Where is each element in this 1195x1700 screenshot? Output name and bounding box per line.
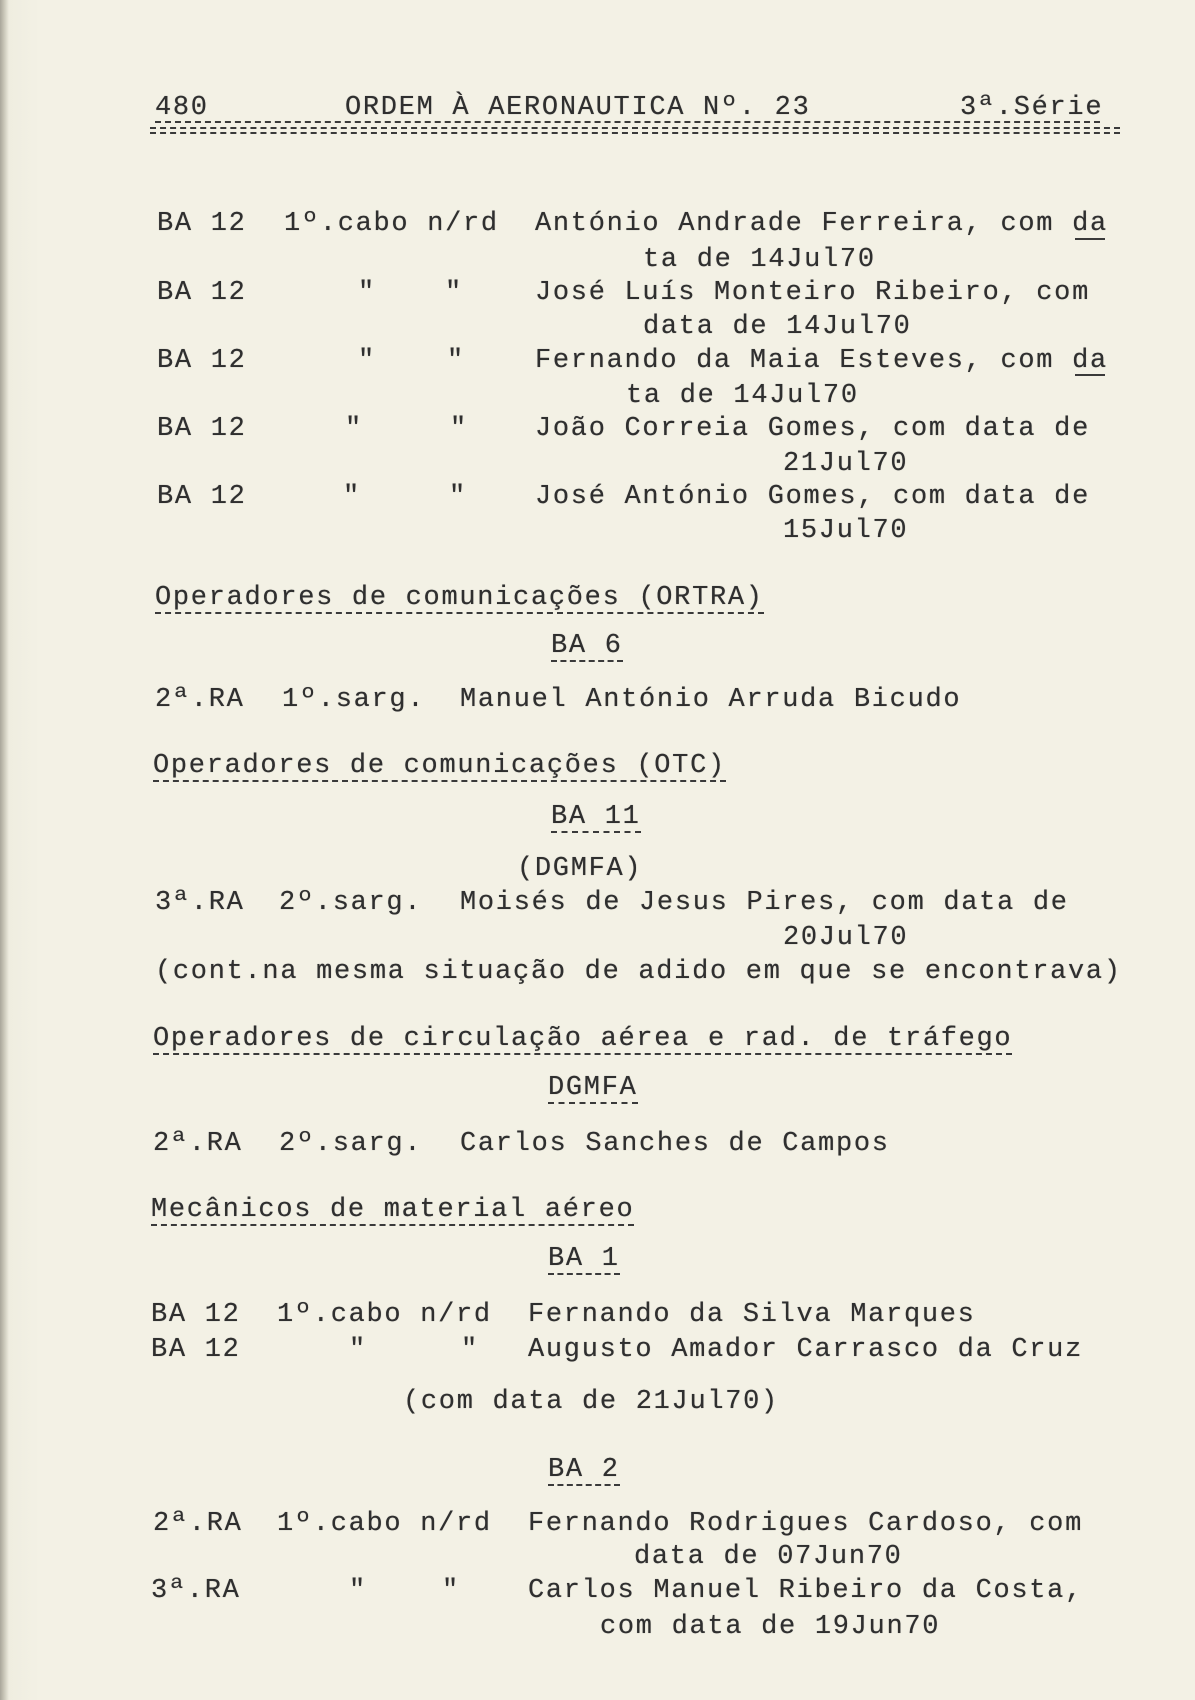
entry-rank: 2º.sarg. (279, 1129, 423, 1159)
ditto-mark: " (450, 414, 468, 444)
series-label: 3ª.Série (960, 93, 1104, 123)
group-note: (com data de 21Jul70) (403, 1387, 779, 1417)
ditto-mark: " (358, 278, 376, 308)
section-heading: Mecânicos de material aéreo (151, 1195, 635, 1225)
page-number: 480 (155, 93, 209, 123)
entry-rank: 1º.cabo n/rd (277, 1300, 492, 1330)
ditto-mark: " (343, 482, 361, 512)
entry-continuation: data de 14Jul70 (643, 312, 912, 342)
ditto-mark: " (445, 278, 463, 308)
entry-rank: 2º.sarg. (279, 888, 423, 918)
entry-unit: 2ª.RA (153, 1129, 243, 1159)
section-heading: Operadores de comunicações (OTC) (153, 751, 726, 781)
entry-rank: 1º.sarg. (282, 685, 426, 715)
ditto-mark: " (345, 414, 363, 444)
section-heading: Operadores de comunicações (ORTRA) (155, 583, 764, 613)
entry-continuation: 21Jul70 (783, 449, 909, 479)
entry-unit: BA 12 (151, 1300, 241, 1330)
entry-name: Augusto Amador Carrasco da Cruz (528, 1335, 1083, 1365)
unit-heading: DGMFA (548, 1073, 638, 1103)
entry-name: José Luís Monteiro Ribeiro, com (535, 278, 1090, 308)
entry-continuation: com data de 19Jun70 (600, 1612, 941, 1642)
entry-continuation: ta de 14Jul70 (643, 245, 876, 275)
unit-heading: BA 1 (548, 1244, 620, 1274)
section-heading: Operadores de circulação aérea e rad. de tráfego (153, 1024, 1013, 1054)
ditto-mark: " (449, 482, 467, 512)
entry-unit: 3ª.RA (151, 1576, 241, 1606)
entry-unit: BA 12 (151, 1335, 241, 1365)
header-underline (155, 121, 1100, 123)
ditto-mark: " (447, 346, 465, 376)
entry-name: José António Gomes, com data de (535, 482, 1090, 512)
entry-name: Manuel António Arruda Bicudo (460, 685, 962, 715)
unit-heading: BA 6 (551, 631, 623, 661)
ditto-mark: " (349, 1335, 367, 1365)
entry-continuation: 20Jul70 (783, 923, 909, 953)
entry-name: Moisés de Jesus Pires, com data de (460, 888, 1069, 918)
entry-name: Carlos Sanches de Campos (460, 1129, 890, 1159)
section-note: (cont.na mesma situação de adido em que se encontrava) (155, 957, 1122, 987)
entry-continuation: ta de 14Jul70 (626, 381, 859, 411)
entry-name: Fernando Rodrigues Cardoso, com (528, 1509, 1083, 1539)
entry-unit: 2ª.RA (153, 1509, 243, 1539)
entry-name: João Correia Gomes, com data de (535, 414, 1090, 444)
unit-heading: BA 11 (551, 802, 641, 832)
entry-unit: BA 12 (157, 209, 247, 239)
header-double-rule (150, 127, 1120, 134)
entry-unit: BA 12 (157, 346, 247, 376)
entry-unit: BA 12 (157, 278, 247, 308)
entry-continuation: data de 07Jun70 (634, 1542, 903, 1572)
page-title: ORDEM À AERONAUTICA Nº. 23 (345, 93, 811, 123)
ditto-mark: " (442, 1576, 460, 1606)
entry-name: Fernando da Maia Esteves, com da (535, 346, 1108, 376)
entry-unit: BA 12 (157, 482, 247, 512)
entry-rank: 1º.cabo n/rd (277, 1509, 492, 1539)
ditto-mark: " (358, 346, 376, 376)
entry-name: António Andrade Ferreira, com da (535, 209, 1108, 239)
entry-unit: BA 12 (157, 414, 247, 444)
entry-continuation: 15Jul70 (783, 516, 909, 546)
hyphen-mark (1075, 238, 1105, 240)
entry-rank: 1º.cabo n/rd (284, 209, 499, 239)
sub-unit-heading: (DGMFA) (517, 854, 643, 884)
ditto-mark: " (349, 1576, 367, 1606)
entry-name: Fernando da Silva Marques (528, 1300, 976, 1330)
entry-name: Carlos Manuel Ribeiro da Costa, (528, 1576, 1083, 1606)
hyphen-mark (1075, 374, 1105, 376)
ditto-mark: " (461, 1335, 479, 1365)
entry-unit: 2ª.RA (155, 685, 245, 715)
entry-unit: 3ª.RA (155, 888, 245, 918)
unit-heading: BA 2 (548, 1455, 620, 1485)
